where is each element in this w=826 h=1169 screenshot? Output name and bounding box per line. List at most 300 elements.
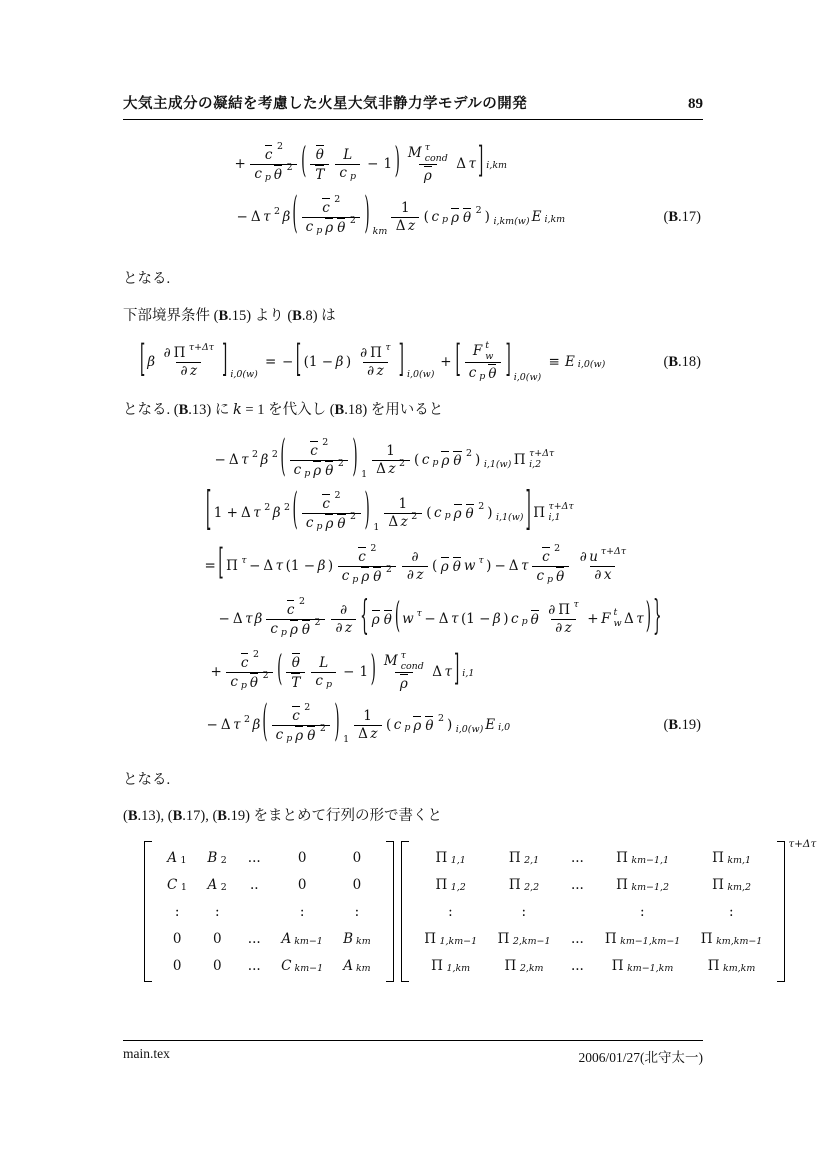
math-text: = <box>204 558 216 574</box>
paragraph-tonaru-1 <box>123 270 703 290</box>
math-fraction <box>384 496 422 531</box>
math-text: Π <box>370 344 382 361</box>
subscript <box>444 511 452 522</box>
math-scripted <box>253 166 272 183</box>
math-scripts <box>297 597 306 608</box>
math-scripted <box>172 341 215 362</box>
math-var: c <box>431 209 440 225</box>
label-paren: ( <box>663 353 669 370</box>
math-row <box>455 156 477 172</box>
math-delimiter: [ <box>455 337 461 383</box>
superscript <box>333 195 342 206</box>
math-fraction <box>532 543 569 586</box>
math-var: c <box>293 461 302 478</box>
math-fraction <box>575 545 630 584</box>
math-scripts <box>261 671 270 682</box>
subscript <box>523 883 540 894</box>
math-fraction <box>250 141 297 184</box>
math-overbar <box>323 461 335 480</box>
math-text: Δ <box>228 452 239 468</box>
math-fraction <box>391 200 419 235</box>
math-text: Δ <box>438 611 449 627</box>
math-var: ρ <box>371 612 380 629</box>
math-var: p <box>521 616 528 628</box>
math-var: cond <box>400 660 424 672</box>
math-text: ) <box>487 505 493 521</box>
math-scripted <box>711 850 752 866</box>
matrix-cell <box>157 844 197 871</box>
math-var: z <box>564 619 572 636</box>
math-scripted <box>229 674 248 691</box>
math-text: : <box>640 903 645 920</box>
subscript <box>360 470 369 481</box>
math-var: c <box>322 495 330 512</box>
math-var: τ <box>521 558 529 574</box>
math-var: β <box>260 452 269 468</box>
denominator <box>290 457 349 480</box>
math-text: − <box>249 558 261 574</box>
matrix-cell <box>157 925 197 952</box>
math-text: 2 <box>322 437 329 449</box>
superscript <box>474 206 483 217</box>
math-text: Δ <box>376 460 386 477</box>
matrix-cell <box>594 952 690 979</box>
pi-matrix <box>409 841 778 982</box>
math-scripted <box>342 931 372 947</box>
math-fraction <box>465 341 502 383</box>
math-text: : <box>729 903 734 920</box>
subscript <box>179 883 188 894</box>
matrix-cell <box>414 844 487 871</box>
math-scripted <box>272 502 292 521</box>
math-row <box>394 218 416 235</box>
math-scripted <box>454 337 542 384</box>
math-var: km−1 <box>294 935 323 947</box>
math-text: 2 <box>264 502 271 513</box>
math-text: Π <box>616 849 628 866</box>
denominator <box>363 362 388 380</box>
math-overbar <box>439 451 451 470</box>
math-scripts <box>450 856 467 867</box>
math-overbar <box>311 461 323 480</box>
math-text: Δ <box>263 558 274 574</box>
subscript <box>315 226 323 237</box>
math-text: (1 − <box>303 354 334 370</box>
math-scripted <box>512 449 555 470</box>
subscript <box>264 173 272 184</box>
math-scripts <box>438 937 478 948</box>
math-row <box>468 363 499 382</box>
math-overbar <box>486 363 498 382</box>
math-var: x <box>603 566 612 583</box>
numerator <box>382 443 400 460</box>
math-var: i,0 <box>498 722 511 734</box>
math-scripted <box>610 958 674 974</box>
math-var: τ+Δτ <box>600 545 627 557</box>
math-scripted <box>371 563 393 586</box>
matrix-row <box>157 898 381 925</box>
text-segment: となる. <box>123 271 171 287</box>
math-text: ∂ <box>579 548 587 565</box>
matrix-cell <box>333 952 381 979</box>
matrix-cell <box>560 844 594 871</box>
math-var: β <box>254 611 263 627</box>
equation-line <box>123 697 703 749</box>
math-var: 1,2 <box>450 881 466 893</box>
page-title: 大気主成分の凝結を考慮した火星大気非静力学モデルの開発 <box>123 96 528 112</box>
math-scripts <box>400 651 425 672</box>
math-scripted <box>507 877 540 893</box>
math-overbar <box>314 144 326 163</box>
math-text: Π <box>707 957 720 974</box>
subscript <box>483 460 512 471</box>
label-paren: ( <box>663 716 669 733</box>
math-scripts <box>280 628 288 639</box>
math-scripted <box>335 214 357 237</box>
math-text: : <box>174 903 180 920</box>
matrix-cell <box>487 871 560 898</box>
subscript <box>406 370 435 381</box>
math-expression <box>213 432 555 484</box>
math-row <box>507 558 529 574</box>
subscript <box>548 513 575 524</box>
math-scripted <box>290 702 312 724</box>
matrix-cell <box>560 898 594 925</box>
math-text: Δ <box>508 558 519 574</box>
subscript <box>450 856 467 867</box>
math-var: c <box>393 717 402 733</box>
math-row <box>547 598 580 619</box>
math-scripts <box>243 715 252 726</box>
math-overbar <box>323 514 335 533</box>
matrix-row <box>414 844 773 871</box>
math-scripts <box>436 714 445 725</box>
math-overbar <box>335 514 347 533</box>
math-var: β <box>252 717 261 733</box>
math-text: .. <box>249 876 259 893</box>
math-fraction <box>266 596 325 639</box>
math-scripts <box>528 449 555 470</box>
matrix-table <box>414 844 773 979</box>
math-scripts <box>722 964 756 975</box>
math-var: i,1(w) <box>483 458 512 470</box>
math-row <box>269 616 322 639</box>
matrix-cell <box>237 898 271 925</box>
math-scripted <box>413 447 513 470</box>
math-fraction <box>302 194 361 237</box>
math-scripts <box>612 608 622 629</box>
paragraph-tonaru-2 <box>123 771 703 791</box>
math-var: km−1,1 <box>631 854 669 866</box>
denominator <box>419 164 437 184</box>
math-delimiter: ( <box>292 485 298 537</box>
math-scripted <box>292 485 381 537</box>
math-scripted <box>400 510 419 531</box>
superscript <box>321 438 330 449</box>
math-text: 2 <box>252 449 259 460</box>
numerator <box>317 194 345 216</box>
math-text: Π <box>712 876 724 893</box>
math-row <box>341 563 394 586</box>
math-row <box>295 337 405 383</box>
math-text: Π <box>604 930 617 947</box>
subscript <box>484 352 494 363</box>
math-text: ) <box>484 209 490 225</box>
label-bold: B <box>668 353 679 370</box>
math-fraction <box>544 598 583 637</box>
math-scripts <box>303 703 312 714</box>
math-scripts <box>398 459 407 470</box>
equation-label-b18 <box>664 354 703 371</box>
subscript <box>219 883 228 894</box>
math-fraction <box>338 543 397 586</box>
math-scripted <box>240 449 259 468</box>
matrix2-bracket-right <box>777 841 785 982</box>
math-scripts <box>179 883 188 894</box>
math-var: θ <box>453 453 462 470</box>
math-text: + <box>234 156 246 172</box>
math-var: km,1 <box>727 854 752 866</box>
matrix-cell <box>237 925 271 952</box>
math-var: c <box>305 514 314 531</box>
math-scripts <box>630 883 670 894</box>
math-scripts <box>263 503 272 514</box>
math-scripted <box>262 206 281 225</box>
math-text: 0 <box>352 876 362 893</box>
math-text: ( <box>414 452 420 468</box>
math-scripted <box>393 717 412 733</box>
math-text: ∂ <box>163 344 171 361</box>
math-scripts <box>523 883 540 894</box>
math-scripted <box>295 337 436 383</box>
subscript <box>441 215 449 226</box>
math-row <box>437 611 459 627</box>
math-scripts <box>441 215 449 226</box>
matrix-cell <box>560 925 594 952</box>
math-text: 1 <box>400 199 410 216</box>
math-var: 2,2 <box>524 881 540 893</box>
math-row <box>217 592 663 641</box>
denominator <box>310 164 329 184</box>
text-segment: = 1 を代入し ( <box>241 402 335 418</box>
math-var: τ <box>573 598 579 610</box>
math-var: τ <box>275 558 284 574</box>
math-row <box>239 502 271 521</box>
superscript <box>240 556 247 567</box>
numerator <box>353 543 381 565</box>
math-text: ) <box>345 354 352 370</box>
math-text: Δ <box>388 513 399 530</box>
denominator <box>286 672 305 692</box>
superscript <box>573 600 580 611</box>
math-scripts <box>360 470 369 481</box>
math-var: p <box>479 370 486 382</box>
math-scripts <box>283 503 292 514</box>
label-bold: B <box>668 716 679 733</box>
superscript <box>318 724 327 735</box>
math-var: ρ <box>295 728 304 744</box>
text-segment: .13), ( <box>137 808 173 824</box>
superscript <box>261 671 270 682</box>
math-var: ρ <box>423 167 432 184</box>
math-scripts <box>715 937 763 948</box>
matrix-cell <box>414 952 487 979</box>
math-scripts <box>548 502 575 523</box>
math-row <box>334 620 353 637</box>
math-var: c <box>339 164 347 181</box>
math-text: Π <box>611 957 624 974</box>
math-scripted <box>305 722 327 745</box>
subscript <box>372 227 389 238</box>
subscript <box>521 617 529 628</box>
math-expression <box>205 483 575 538</box>
math-overbar <box>308 440 320 459</box>
page-number: 89 <box>688 96 703 112</box>
math-scripts <box>523 856 540 867</box>
math-scripts <box>465 449 474 460</box>
math-var: i,1(w) <box>495 511 524 523</box>
math-overbar <box>320 493 332 512</box>
math-var: β <box>317 558 326 574</box>
math-var: θ <box>530 612 539 629</box>
denominator <box>176 362 201 380</box>
math-var: i,2 <box>529 459 542 470</box>
math-var: M <box>407 145 422 162</box>
math-text: Π <box>504 957 517 974</box>
denominator <box>590 566 616 584</box>
math-scripted <box>356 543 378 565</box>
matrix-row <box>414 952 773 979</box>
math-fraction <box>331 602 356 637</box>
math-scripted <box>421 452 440 468</box>
subscript <box>450 883 467 894</box>
math-scripted <box>407 143 449 164</box>
math-var: i,km(w) <box>493 215 530 227</box>
math-var: ρ <box>325 220 334 236</box>
equation-line <box>123 140 703 188</box>
math-text: 2 <box>370 543 377 555</box>
numerator <box>159 341 218 362</box>
math-text: − <box>282 354 294 370</box>
math-var: km,km−1 <box>716 935 763 947</box>
math-var: θ <box>425 718 434 735</box>
superscript <box>336 459 345 470</box>
math-text: (1 − <box>460 611 491 627</box>
math-var: ρ <box>451 210 459 227</box>
math-row <box>203 543 633 586</box>
math-overbar <box>323 218 335 237</box>
math-scripted <box>166 877 188 893</box>
math-row <box>593 567 613 584</box>
superscript <box>285 163 294 174</box>
math-var: i,0(w) <box>577 359 606 371</box>
equation-line <box>123 483 703 538</box>
matrix-cell <box>690 952 772 979</box>
equation-line <box>123 542 703 590</box>
math-text: 2 <box>437 712 444 724</box>
math-scripted <box>335 510 357 533</box>
math-text: Δ <box>432 664 443 680</box>
math-fraction <box>159 341 218 380</box>
math-row <box>366 363 385 380</box>
matrix-cell <box>157 871 197 898</box>
math-text: 2 <box>274 206 281 217</box>
math-row <box>235 189 566 241</box>
matrix-row <box>157 871 381 898</box>
equation-label-b17 <box>664 209 703 226</box>
equation-line <box>123 648 703 696</box>
math-var: c <box>240 654 249 671</box>
math-scripted <box>423 931 478 947</box>
matrix-cell <box>487 844 560 871</box>
math-scripts <box>461 669 475 680</box>
math-row <box>213 432 555 484</box>
denominator <box>338 563 397 586</box>
math-text: ... <box>247 849 261 866</box>
math-scripted <box>387 457 406 478</box>
math-row <box>535 567 566 586</box>
math-text: ... <box>570 957 584 974</box>
math-delimiter: ) <box>394 141 400 183</box>
math-var: θ <box>465 506 474 523</box>
math-row <box>431 664 453 680</box>
math-expression <box>217 592 663 641</box>
math-var: c <box>536 567 545 584</box>
math-scripted <box>275 727 294 744</box>
math-var: i,0(w) <box>406 368 435 380</box>
math-var: τ <box>253 505 261 521</box>
math-scripts <box>477 556 484 567</box>
math-scripts <box>485 161 508 172</box>
math-var: t <box>613 607 618 619</box>
page-header <box>123 92 703 120</box>
superscript <box>553 544 562 555</box>
subscript <box>630 856 670 867</box>
text-segment: k <box>232 402 242 418</box>
math-var: M <box>383 653 398 670</box>
math-scripted <box>291 189 388 241</box>
denominator <box>395 672 413 692</box>
math-row <box>275 722 328 745</box>
math-scripts <box>188 343 215 354</box>
math-var: i,1 <box>548 512 561 523</box>
math-row <box>413 447 482 470</box>
subscript <box>403 723 411 734</box>
subscript <box>280 628 288 639</box>
math-var: τ <box>468 156 477 172</box>
math-text: 0 <box>297 849 307 866</box>
math-scripts <box>251 450 260 461</box>
math-scripted <box>206 877 228 893</box>
math-delimiter: ] <box>398 337 404 383</box>
math-text: Π <box>435 876 448 893</box>
math-delimiter: } <box>653 592 662 641</box>
math-text: Π <box>497 930 510 947</box>
math-text: − <box>367 156 379 172</box>
math-scripted <box>248 669 270 692</box>
denominator <box>311 672 336 690</box>
subscript <box>179 856 188 867</box>
math-text: : <box>521 903 527 920</box>
math-expression <box>209 651 475 693</box>
math-scripted <box>425 500 525 523</box>
text-segment: 下部境界条件 ( <box>123 308 219 324</box>
numerator <box>339 147 356 164</box>
math-text: 2 <box>350 510 357 522</box>
numerator <box>287 702 315 724</box>
math-scripts <box>315 522 323 533</box>
subscript <box>349 172 357 183</box>
